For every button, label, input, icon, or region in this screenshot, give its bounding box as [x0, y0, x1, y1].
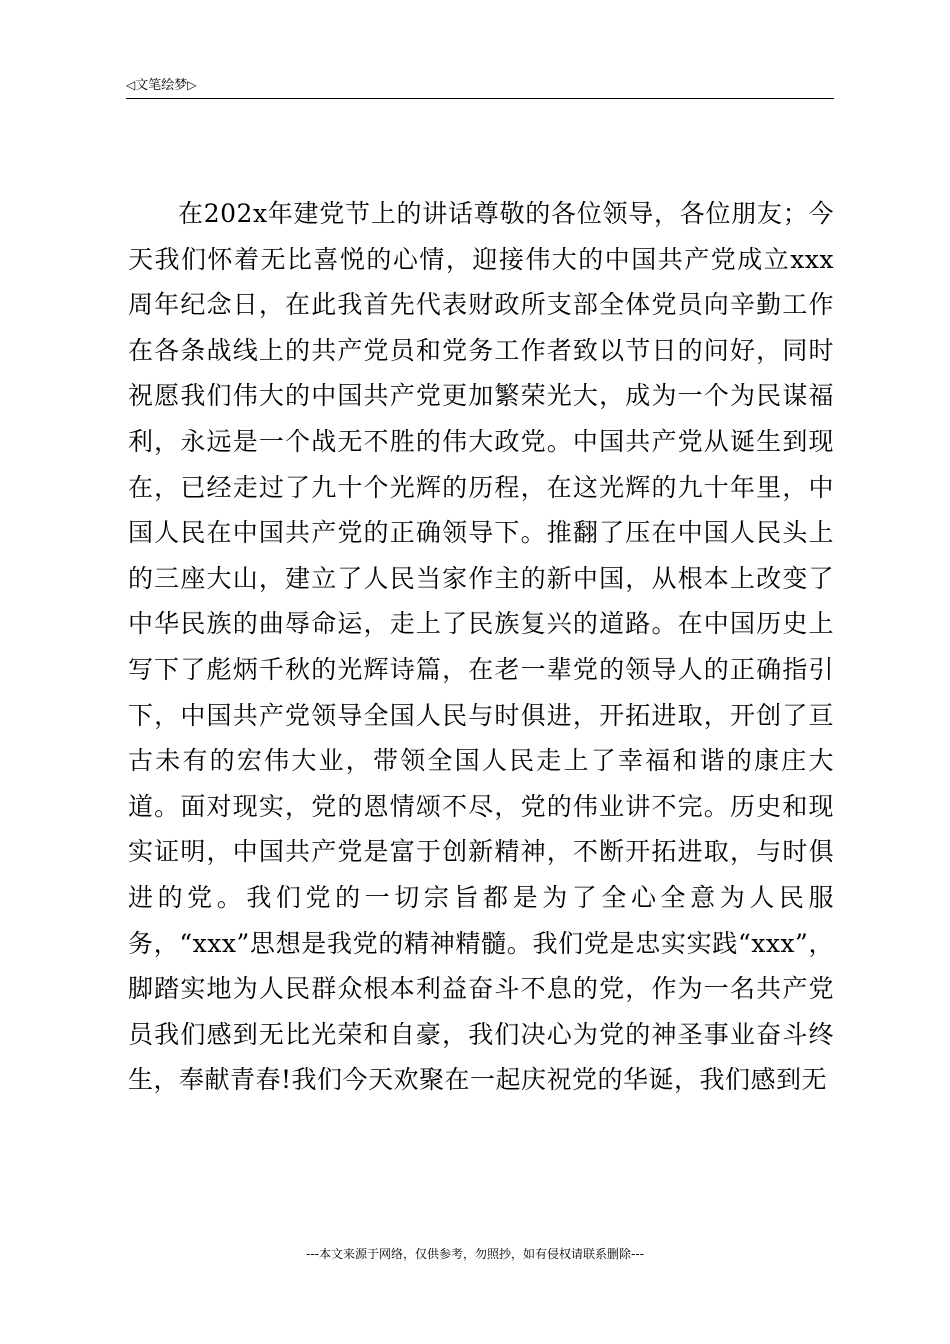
- page-header: [126, 76, 834, 99]
- header-brand: [126, 76, 196, 95]
- brand-name: 文笔绘梦: [135, 78, 188, 93]
- left-triangle-icon: ◁: [126, 78, 136, 92]
- right-triangle-icon: ▷: [187, 78, 197, 92]
- footer-notice: ---本文来源于网络，仅供参考，勿照抄，如有侵权请联系删除---: [306, 1247, 644, 1261]
- article-body: 在202x年建党节上的讲话尊敬的各位领导，各位朋友；今天我们怀着无比喜悦的心情，迎接伟大的中国共产党成立xxx周年纪念日，在此我首先代表财政所支部全体党员向辛勤工作在各条战线上的共产党员和党务工作者致以节日的问好，同时祝愿我们伟大的中国共产党更加繁荣光大，成为一个为民谋福利，永远是一个战无不胜的伟大政党。中国共产党从诞生到现在，已经走过了九十个光辉的历程，在这光辉的九十年里，中国人民在中国共产党的正确领导下。推翻了压在中国人民头上的三座大山，建立了人民当家作主的新中国，从根本上改变了中华民族的曲辱命运，走上了民族复兴的道路。在中国历史上写下了彪炳千秋的光辉诗篇，在老一辈党的领导人的正确指引下，中国共产党领导全国人民与时俱进，开拓进取，开创了亘古未有的宏伟大业，带领全国人民走上了幸福和谐的康庄大道。面对现实，党的恩情颂不尽，党的伟业讲不完。历史和现实证明，中国共产党是富于创新精神，不断开拓进取，与时俱进的党。我们党的一切宗旨都是为了全心全意为人民服务，“xxx”思想是我党的精神精髓。我们党是忠实实践“xxx”，脚踏实地为人民群众根本利益奋斗不息的党，作为一名共产党员我们感到无比光荣和自豪，我们决心为党的神圣事业奋斗终生，奉献青春!我们今天欢聚在一起庆祝党的华诞，我们感到无: [128, 199, 834, 1095]
